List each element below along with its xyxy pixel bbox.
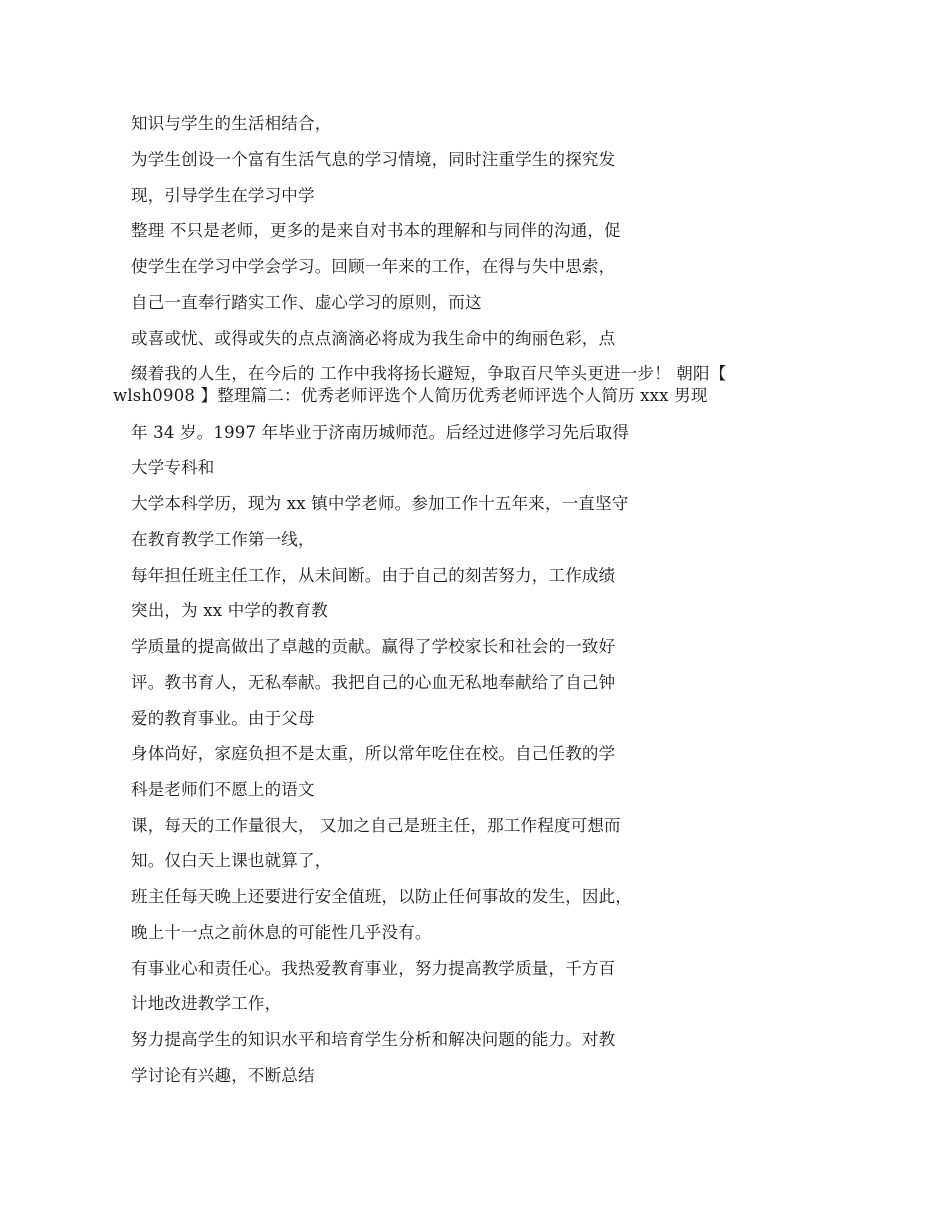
text-line: 整理 不只是老师，更多的是来自对书本的理解和与同伴的沟通，促 xyxy=(131,221,621,240)
text-line: 或喜或忧、或得或失的点点滴滴必将成为我生命中的绚丽色彩，点 xyxy=(131,329,616,348)
text-line: 突出，为 xx 中学的教育教 xyxy=(131,601,328,620)
text-line: 每年担任班主任工作，从未间断。由于自己的刻苦努力，工作成绩 xyxy=(131,566,616,585)
text-line: 学讨论有兴趣，不断总结 xyxy=(131,1066,315,1085)
text-line: 班主任每天晚上还要进行安全值班，以防止任何事故的发生，因此， xyxy=(131,887,632,906)
text-line: 知。仅白天上课也就算了， xyxy=(131,851,332,870)
text-line: 现，引导学生在学习中学 xyxy=(131,186,315,205)
text-line: 缀着我的人生，在今后的 工作中我将扬长避短，争取百尺竿头更进一步！ 朝阳【 xyxy=(131,364,727,383)
text-line: 计地改进教学工作， xyxy=(131,994,282,1013)
text-line: 知识与学生的生活相结合， xyxy=(131,114,332,133)
text-line: 有事业心和责任心。我热爱教育事业，努力提高教学质量，千方百 xyxy=(131,959,616,978)
text-line: 课，每天的工作量很大， 又加之自己是班主任，那工作程度可想而 xyxy=(131,816,621,835)
text-line: 大学专科和 xyxy=(131,458,215,477)
text-line: 学质量的提高做出了卓越的贡献。赢得了学校家长和社会的一致好 xyxy=(131,637,616,656)
text-line: 评。教书育人，无私奉献。我把自己的心血无私地奉献给了自己钟 xyxy=(131,673,616,692)
text-line: 爱的教育事业。由于父母 xyxy=(131,709,315,728)
text-line: 在教育教学工作第一线， xyxy=(131,530,315,549)
text-line: 为学生创设一个富有生活气息的学习情境，同时注重学生的探究发 xyxy=(131,150,616,169)
text-line: wlsh0908 】整理篇二：优秀老师评选个人简历优秀老师评选个人简历 xxx 男现 xyxy=(113,386,708,405)
text-line: 努力提高学生的知识水平和培育学生分析和解决问题的能力。对教 xyxy=(131,1030,616,1049)
text-line: 使学生在学习中学会学习。回顾一年来的工作，在得与失中思索， xyxy=(131,257,616,276)
text-line: 自己一直奉行踏实工作、虚心学习的原则，而这 xyxy=(131,293,482,312)
text-line: 科是老师们不愿上的语文 xyxy=(131,780,315,799)
text-line: 身体尚好，家庭负担不是太重，所以常年吃住在校。自己任教的学 xyxy=(131,744,616,763)
text-line: 年 34 岁。1997 年毕业于济南历城师范。后经过进修学习先后取得 xyxy=(131,423,630,442)
text-line: 晚上十一点之前休息的可能性几乎没有。 xyxy=(131,923,432,942)
text-line: 大学本科学历，现为 xx 镇中学老师。参加工作十五年来，一直坚守 xyxy=(131,494,629,513)
